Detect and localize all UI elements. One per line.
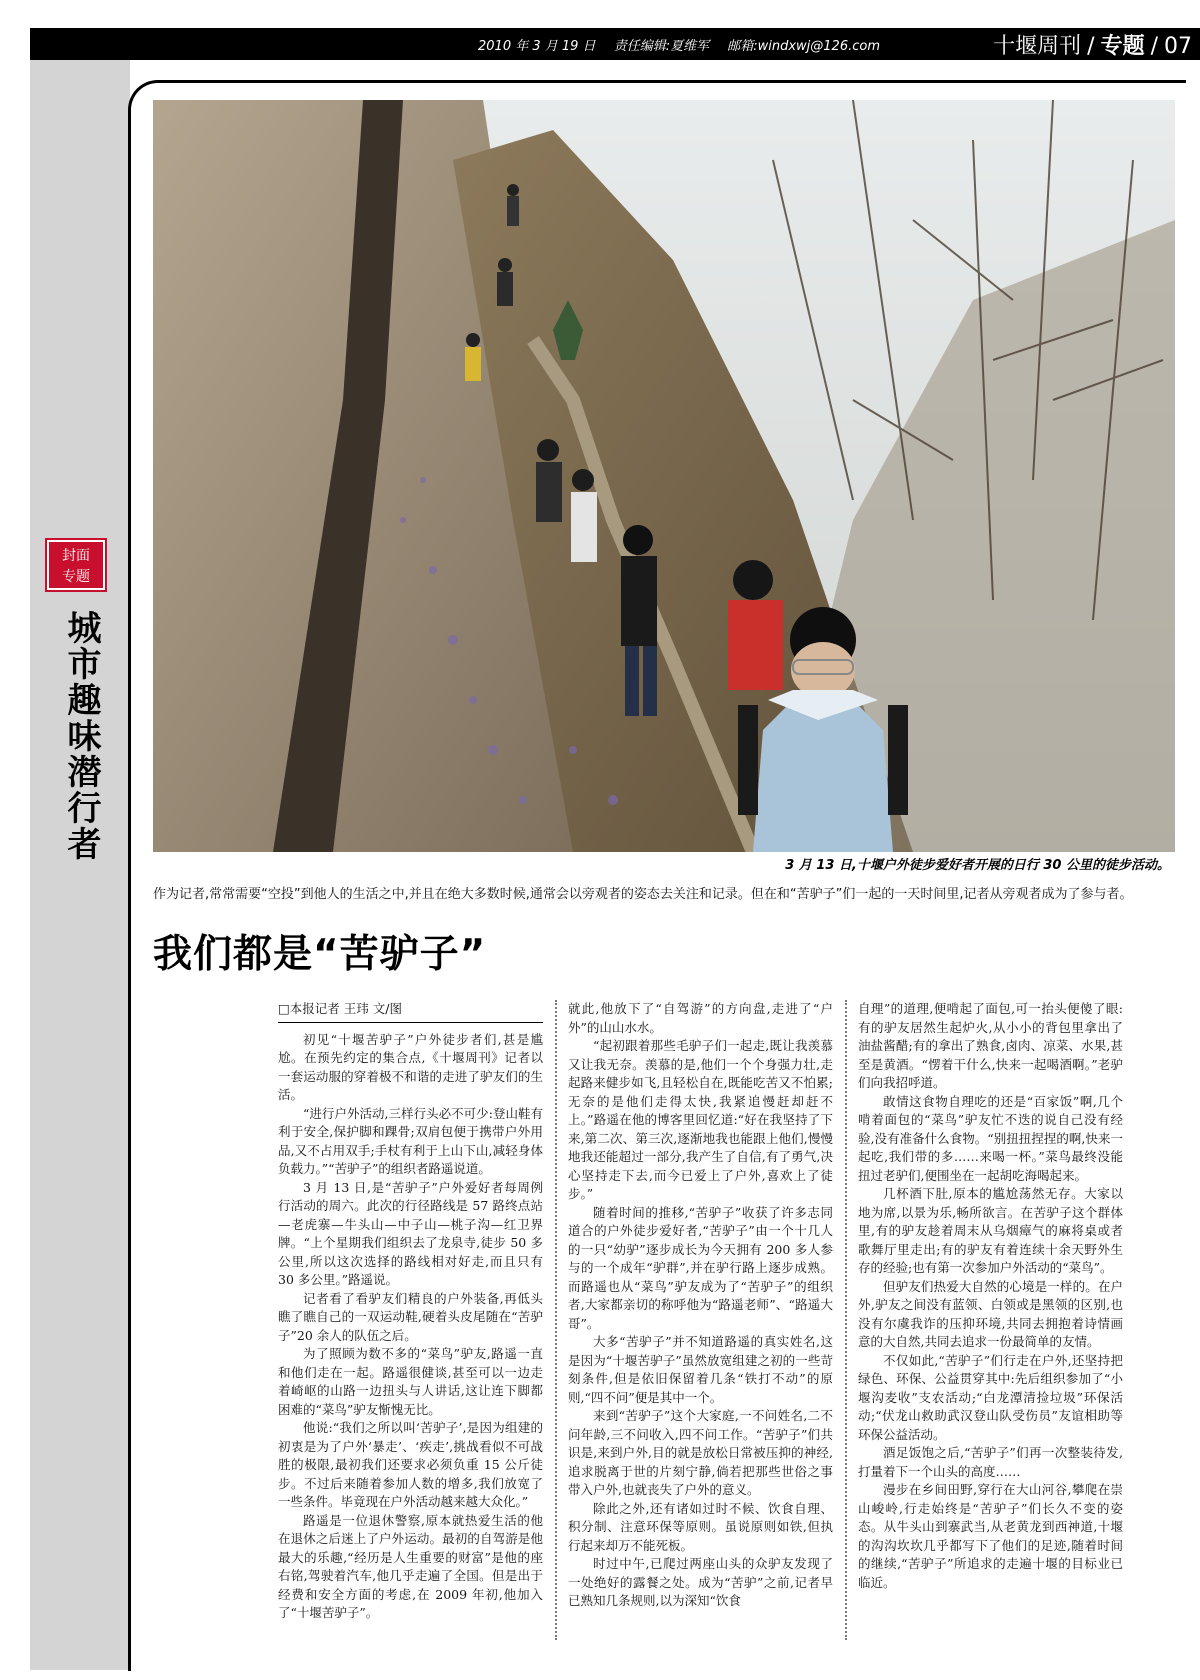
paragraph: 就此,他放下了“自驾游”的方向盘,走进了“户外”的山山水水。 xyxy=(568,1001,833,1035)
paragraph: 记者看了看驴友们精良的户外装备,再低头瞧了瞧自己的一双运动鞋,硬着头皮尾随在“苦驴子”20 余人的队伍之后。 xyxy=(278,1290,543,1343)
page-header xyxy=(30,28,1200,60)
hiking-photo xyxy=(153,100,1175,852)
paragraph: 3 月 13 日,是“苦驴子”户外爱好者每周例行活动的周六。此次的行径路线是 57 路终点站—老虎寨—牛头山—中子山—桃子沟—红卫界牌。“上个星期我们组织去了龙泉寺,徒步 50 多公里,所以这次选择的路线相对好走,而且只有 30 多公里。”路遥说。 xyxy=(278,1179,543,1287)
paragraph: 初见“十堰苦驴子”户外徒步者们,甚是尴尬。在预先约定的集合点,《十堰周刊》记者以一套运动服的穿着极不和谐的走进了驴友们的生活。 xyxy=(278,1031,543,1102)
article-body xyxy=(278,1000,1138,1660)
paragraph: 但驴友们热爱大自然的心境是一样的。在户外,驴友之间没有蓝领、白领或是黑领的区别,也没有尔虞我诈的压抑环境,共同去拥抱着诗情画意的大自然,共同去追求一份最简单的友情。 xyxy=(858,1278,1123,1349)
paragraph: 不仅如此,“苦驴子”们行走在户外,还坚持把绿色、环保、公益贯穿其中:先后组织参加了“小堰沟麦收”支农活动;“白龙潭清捡垃圾”环保活动;“伏龙山救助武汉登山队受伤员”友谊相助等环保公益活动。 xyxy=(858,1352,1123,1442)
paragraph: 除此之外,还有诸如过时不候、饮食自理、积分制、注意环保等原则。虽说原则如铁,但执行起来却万不能死板。 xyxy=(568,1500,833,1553)
paragraph: 他说:“我们之所以叫‘苦驴子’,是因为组建的初衷是为了户外‘暴走’、‘疾走’,挑战看似不可战胜的极限,最初我们还要求必须负重 15 公斤徒步。不过后来随着参加人数的增多,我们放宽了一些条件。毕竟现在户外活动越来越大众化。” xyxy=(278,1420,543,1509)
byline: □本报记者 王玮 文/图 xyxy=(278,1000,543,1023)
column-divider xyxy=(845,1000,847,1640)
publication-name: 十堰周刊 xyxy=(993,34,1082,59)
paragraph: 大多“苦驴子”并不知道路遥的真实姓名,这是因为“十堰苦驴子”虽然放宽组建之初的一些苛刻条件,但是依旧保留着几条“铁打不动”的原则,“四不问”便是其中一个。 xyxy=(568,1334,833,1405)
paragraph: 为了照顾为数不多的“菜鸟”驴友,路遥一直和他们走在一起。路遥很健谈,甚至可以一边走着崎岖的山路一边扭头与人讲话,这让连下脚都困难的“菜鸟”驴友惭愧无比。 xyxy=(278,1346,543,1417)
badge-line: 封面 xyxy=(62,548,90,564)
paragraph: 路遥是一位退休警察,原本就热爱生活的他在退休之后迷上了户外运动。最初的自驾游是他最大的乐趣,“经历是人生重要的财富”是他的座右铭,驾驶着汽车,他几乎走遍了全国。但是出于经费和安全方面的考虑,在 2009 年初,他加入了“十堰苦驴子”。 xyxy=(278,1512,543,1620)
masthead: 十堰周刊 / 专题 / 07 xyxy=(993,34,1192,59)
article-column-2 xyxy=(568,1000,833,1611)
paragraph: 来到“苦驴子”这个大家庭,一不问姓名,二不问年龄,三不问收入,四不问工作。“苦驴子”们共识是,来到户外,目的就是放松日常被压抑的神经,追求脱离于世的片刻宁静,倘若把那些世俗之事带入户外,也就丧失了户外的意义。 xyxy=(568,1408,833,1497)
vertical-column-title: 城市趣味潜行者 xyxy=(61,610,101,862)
article-headline: 我们都是“苦驴子” xyxy=(153,932,487,977)
page-number: 07 xyxy=(1164,34,1192,59)
column-divider xyxy=(555,1000,557,1640)
article-column-1 xyxy=(278,1000,543,1623)
paragraph: 几杯酒下肚,原本的尴尬荡然无存。大家以地为席,以景为乐,畅所欲言。在苦驴子这个群体里,有的驴友趁着周末从乌烟瘴气的麻将桌或者歌舞厅里走出;有的驴友有着连续十余天野外生存的经验;也有第一次参加户外活动的“菜鸟”。 xyxy=(858,1186,1123,1275)
badge-line: 专题 xyxy=(62,569,90,585)
paragraph: 漫步在乡间田野,穿行在大山河谷,攀爬在崇山峻岭,行走始终是“苦驴子”们长久不变的姿态。从牛头山到寨武当,从老黄龙到西神道,十堰的沟沟坎坎几乎都写下了他们的足迹,随着时间的继续,“苦驴子”所追求的走遍十堰的目标业已临近。 xyxy=(858,1482,1123,1590)
editor-credit: 责任编辑:夏维军 xyxy=(613,39,710,54)
header-meta xyxy=(464,35,880,54)
hiking-photo-illustration xyxy=(153,100,1175,852)
paragraph: 酒足饭饱之后,“苦驴子”们再一次整装待发,打量着下一个山头的高度…… xyxy=(858,1445,1123,1479)
article-column-3 xyxy=(858,1000,1123,1592)
paragraph: “进行户外活动,三样行头必不可少:登山鞋有利于安全,保护脚和踝骨;双肩包便于携带户外用品,又不占用双手;手杖有利于上山下山,减轻身体负载力。”“苦驴子”的组织者路遥说道。 xyxy=(278,1105,543,1176)
photo-caption: 3 月 13 日,十堰户外徒步爱好者开展的日行 30 公里的徒步活动。 xyxy=(785,858,1170,873)
paragraph: 敢情这食物自理吃的还是“百家饭”啊,几个啃着面包的“菜鸟”驴友忙不迭的说自己没有经验,没有准备什么食物。“别扭扭捏捏的啊,快来一起吃,我们带的多……来喝一杯。”菜鸟最终没能扭过老驴们,便围坐在一起胡吃海喝起来。 xyxy=(858,1093,1123,1183)
paragraph: 自理”的道理,便啃起了面包,可一抬头便傻了眼:有的驴友居然生起炉火,从小小的背包里拿出了油盐酱醋;有的拿出了熟食,卤肉、凉菜、水果,甚至是黄酒。“愣着干什么,快来一起喝酒啊。”老驴们向我招呼道。 xyxy=(858,1001,1123,1090)
paragraph: 随着时间的推移,“苦驴子”收获了许多志同道合的户外徒步爱好者,“苦驴子”由一个十几人的一只“幼驴”逐步成长为今天拥有 200 多人参与的一个成年“驴群”,并在驴行路上逐步成熟。而路遥也从“菜鸟”驴友成为了“苦驴子”的组织者,大家都亲切的称呼他为“路遥老师”、“路遥大哥”。 xyxy=(568,1204,833,1331)
left-margin-band xyxy=(30,60,130,1670)
section-name: 专题 xyxy=(1100,34,1145,59)
section-badge xyxy=(47,540,105,590)
article-intro: 作为记者,常常需要“空投”到他人的生活之中,并且在绝大多数时候,通常会以旁观者的姿态去关注和记录。但在和“苦驴子”们一起的一天时间里,记者从旁观者成为了参与者。 xyxy=(153,887,1133,902)
editor-email: 邮箱:windxwj@126.com xyxy=(727,39,880,54)
paragraph: “起初跟着那些毛驴子们一起走,既让我羡慕又让我无奈。羡慕的是,他们一个个身强力壮,走起路来健步如飞,且轻松自在,既能吃苦又不怕累;无奈的是他们走得太快,我紧追慢赶却赶不上。”路遥在他的博客里回忆道:“好在我坚持了下来,第二次、第三次,逐渐地我也能跟上他们,慢慢地我还能超过一部分,我产生了自信,有了勇气,决心坚持走下去,而今已爱上了户外,喜欢上了徒步。” xyxy=(568,1038,833,1201)
paragraph: 时过中午,已爬过两座山头的众驴友发现了一处绝好的露餐之处。成为“苦驴”之前,记者早已熟知几条规则,以为深知“饮食 xyxy=(568,1556,833,1608)
issue-date: 2010 年 3 月 19 日 xyxy=(478,39,596,54)
